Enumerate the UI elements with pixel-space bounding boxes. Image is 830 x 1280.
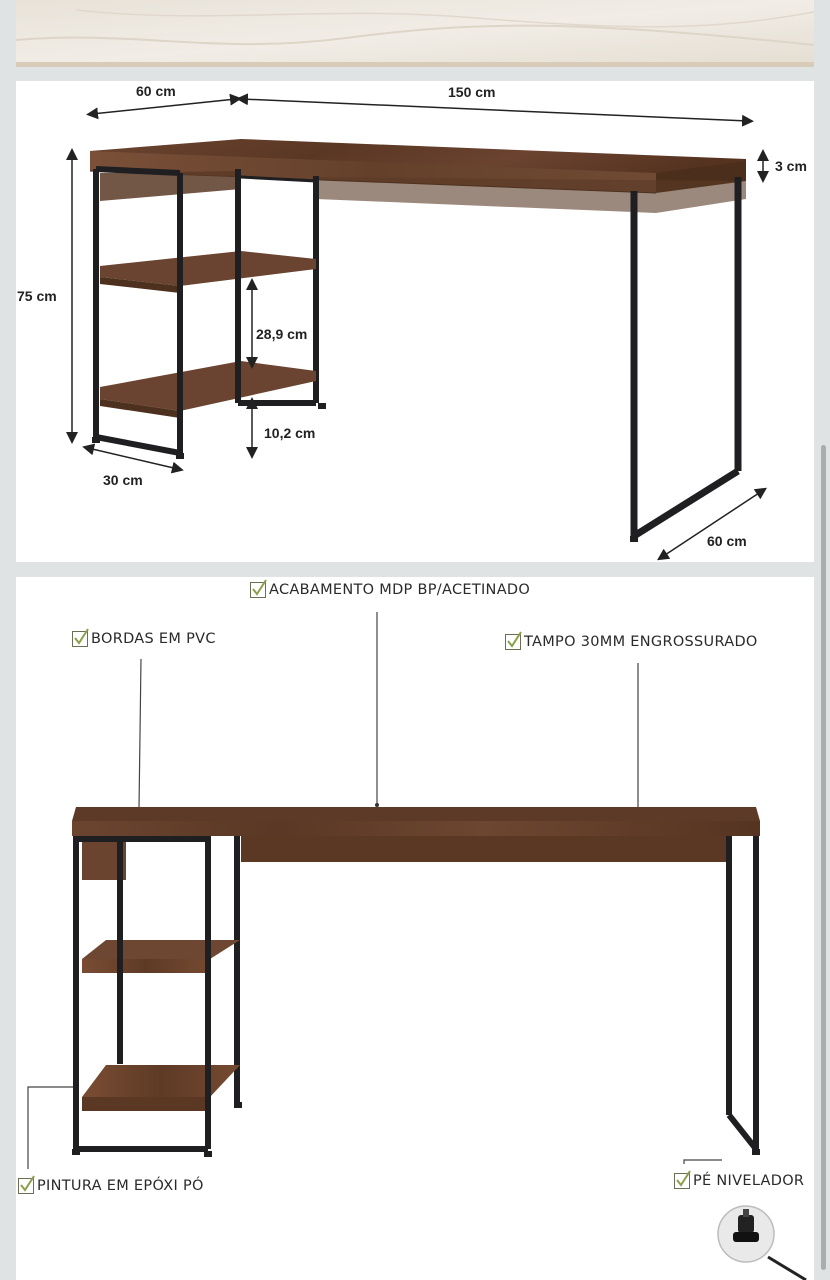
dim-label-floor-gap: 10,2 cm xyxy=(264,425,316,441)
feature-paint xyxy=(18,1178,204,1194)
features-panel xyxy=(16,577,814,1280)
marble-texture xyxy=(16,0,814,67)
check-icon xyxy=(18,1178,34,1194)
right-leg-frame xyxy=(634,177,738,536)
check-icon xyxy=(505,634,521,650)
desk-top xyxy=(72,807,760,880)
check-icon xyxy=(674,1173,690,1189)
feature-paint-label: PINTURA EM EPÓXI PÓ xyxy=(37,1178,204,1194)
leveling-foot-detail xyxy=(718,1206,806,1280)
desk-dimension-drawing xyxy=(16,81,814,562)
feature-edges-label: BORDAS EM PVC xyxy=(91,631,216,647)
check-icon xyxy=(250,582,266,598)
right-leg-frame xyxy=(237,836,756,1149)
dim-label-shelf-depth: 30 cm xyxy=(103,472,143,488)
dim-label-depth-side: 60 cm xyxy=(707,533,747,549)
feature-edges xyxy=(72,631,216,647)
dim-arrow-60-top xyxy=(92,99,236,114)
feature-foot xyxy=(674,1173,804,1189)
scrollbar[interactable] xyxy=(821,445,826,1270)
feature-foot-label: PÉ NIVELADOR xyxy=(693,1173,805,1189)
feature-finish-label: ACABAMENTO MDP BP/ACETINADO xyxy=(269,582,531,598)
dim-label-shelf-gap: 28,9 cm xyxy=(256,326,308,342)
feature-top xyxy=(505,634,758,650)
dim-label-depth-top: 60 cm xyxy=(136,83,176,99)
feature-finish xyxy=(250,582,530,598)
check-icon xyxy=(72,631,88,647)
dim-arrow-150 xyxy=(242,99,748,121)
dim-label-height: 75 cm xyxy=(17,288,57,304)
feature-top-label: TAMPO 30MM ENGROSSURADO xyxy=(524,634,758,650)
dim-label-thickness: 3 cm xyxy=(775,158,807,174)
dim-label-width: 150 cm xyxy=(448,84,496,100)
top-image-strip xyxy=(16,0,814,67)
dimensions-panel xyxy=(16,81,814,562)
shelf-unit xyxy=(76,836,240,1149)
shelf-unit xyxy=(96,169,316,453)
